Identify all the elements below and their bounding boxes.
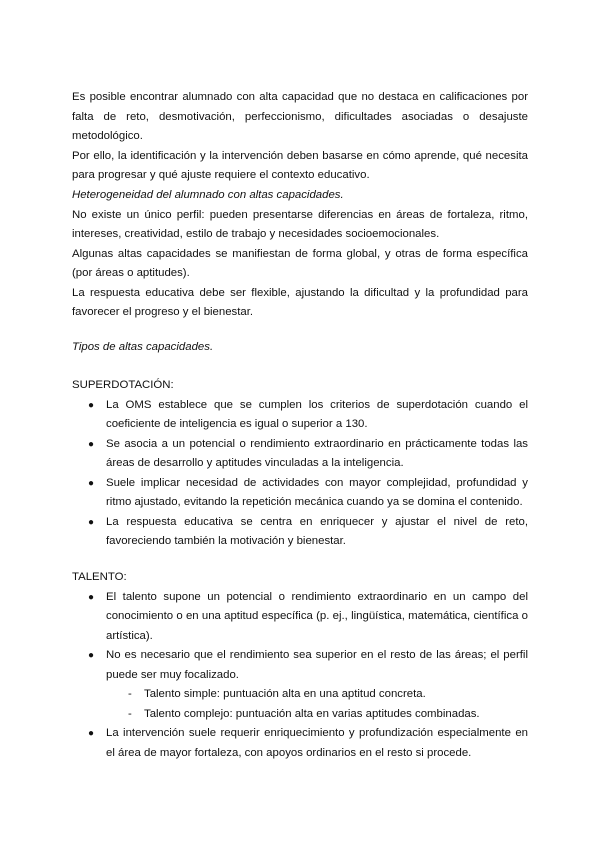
list-item: [72, 588, 528, 647]
talento-section: [72, 568, 528, 763]
list-item: [72, 396, 528, 435]
superdotacion-list: [72, 396, 528, 552]
talento-list-continued: [72, 724, 528, 763]
types-section: [72, 338, 528, 358]
heterogeneity-paragraph-3: La respuesta educativa debe ser flexible, ajustando la dificultad y la profundidad para favorecer el progreso y el bienestar.: [72, 286, 528, 318]
list-item: [72, 435, 528, 474]
list-item-text: El talento supone un potencial o rendimiento extraordinario en un campo del conocimiento o en una aptitud específica (p. ej., lingüística, matemática, científica o artística).: [106, 590, 528, 642]
list-item-text: Se asocia a un potencial o rendimiento extraordinario en prácticamente todas las áreas de desarrollo y aptitudes vinculadas a la inteligencia.: [106, 437, 528, 469]
bullet-icon: ●: [88, 650, 95, 661]
bullet-icon: ●: [88, 399, 95, 411]
intro-paragraph-1: Es posible encontrar alumnado con alta capacidad que no destaca en calificaciones por falta de reto, desmotivación, perfeccionismo, dificultades asociadas o desajuste metodológico.: [72, 91, 528, 142]
bullet-icon: ●: [88, 728, 95, 739]
talento-sublist: [72, 685, 528, 724]
list-item-text: No es necesario que el rendimiento sea superior en el resto de las áreas; el perfil puede ser muy focalizado.: [106, 649, 528, 681]
bullet-icon: ●: [88, 477, 95, 489]
dash-icon: -: [128, 688, 132, 700]
list-item-text: La intervención suele requerir enriquecimiento y profundización especialmente en el área de mayor fortaleza, con apoyos ordinarios en el resto si procede.: [106, 727, 528, 759]
heterogeneity-section: [72, 186, 528, 323]
dash-icon: -: [128, 707, 132, 720]
bullet-icon: ●: [88, 591, 95, 603]
bullet-icon: ●: [88, 516, 95, 528]
list-item: [72, 724, 528, 763]
talento-list: [72, 588, 528, 686]
types-heading: Tipos de altas capacidades.: [72, 341, 214, 353]
heterogeneity-paragraph-2: Algunas altas capacidades se manifiestan de forma global, y otras de forma específica (por áreas o aptitudes).: [72, 247, 528, 279]
list-item: [72, 646, 528, 685]
sublist-item: [72, 685, 528, 705]
superdotacion-heading: SUPERDOTACIÓN:: [72, 379, 174, 391]
list-item: [72, 474, 528, 513]
intro-section: [72, 88, 528, 186]
sublist-item-text: Talento complejo: puntuación alta en varias aptitudes combinadas.: [144, 707, 480, 720]
heterogeneity-paragraph-1: No existe un único perfil: pueden presentarse diferencias en áreas de fortaleza, ritmo, intereses, creatividad, estilo de trabajo y necesidades socioemocionales.: [72, 208, 528, 240]
superdotacion-section: [72, 376, 528, 552]
list-item-text: La OMS establece que se cumplen los criterios de superdotación cuando el coeficiente de inteligencia es igual o superior a 130.: [106, 398, 528, 430]
heterogeneity-heading: Heterogeneidad del alumnado con altas capacidades.: [72, 189, 344, 201]
bullet-icon: ●: [88, 438, 95, 450]
intro-paragraph-2: Por ello, la identificación y la intervención deben basarse en cómo aprende, qué necesita para progresar y qué ajuste requiere el contexto educativo.: [72, 149, 528, 181]
list-item-text: La respuesta educativa se centra en enriquecer y ajustar el nivel de reto, favoreciendo también la motivación y bienestar.: [106, 515, 528, 547]
sublist-item: [72, 705, 528, 725]
list-item-text: Suele implicar necesidad de actividades con mayor complejidad, profundidad y ritmo ajustado, evitando la repetición mecánica cuando ya se domina el contenido.: [106, 476, 528, 508]
list-item: [72, 513, 528, 552]
sublist-item-text: Talento simple: puntuación alta en una aptitud concreta.: [144, 688, 426, 700]
talento-heading: TALENTO:: [72, 571, 127, 583]
